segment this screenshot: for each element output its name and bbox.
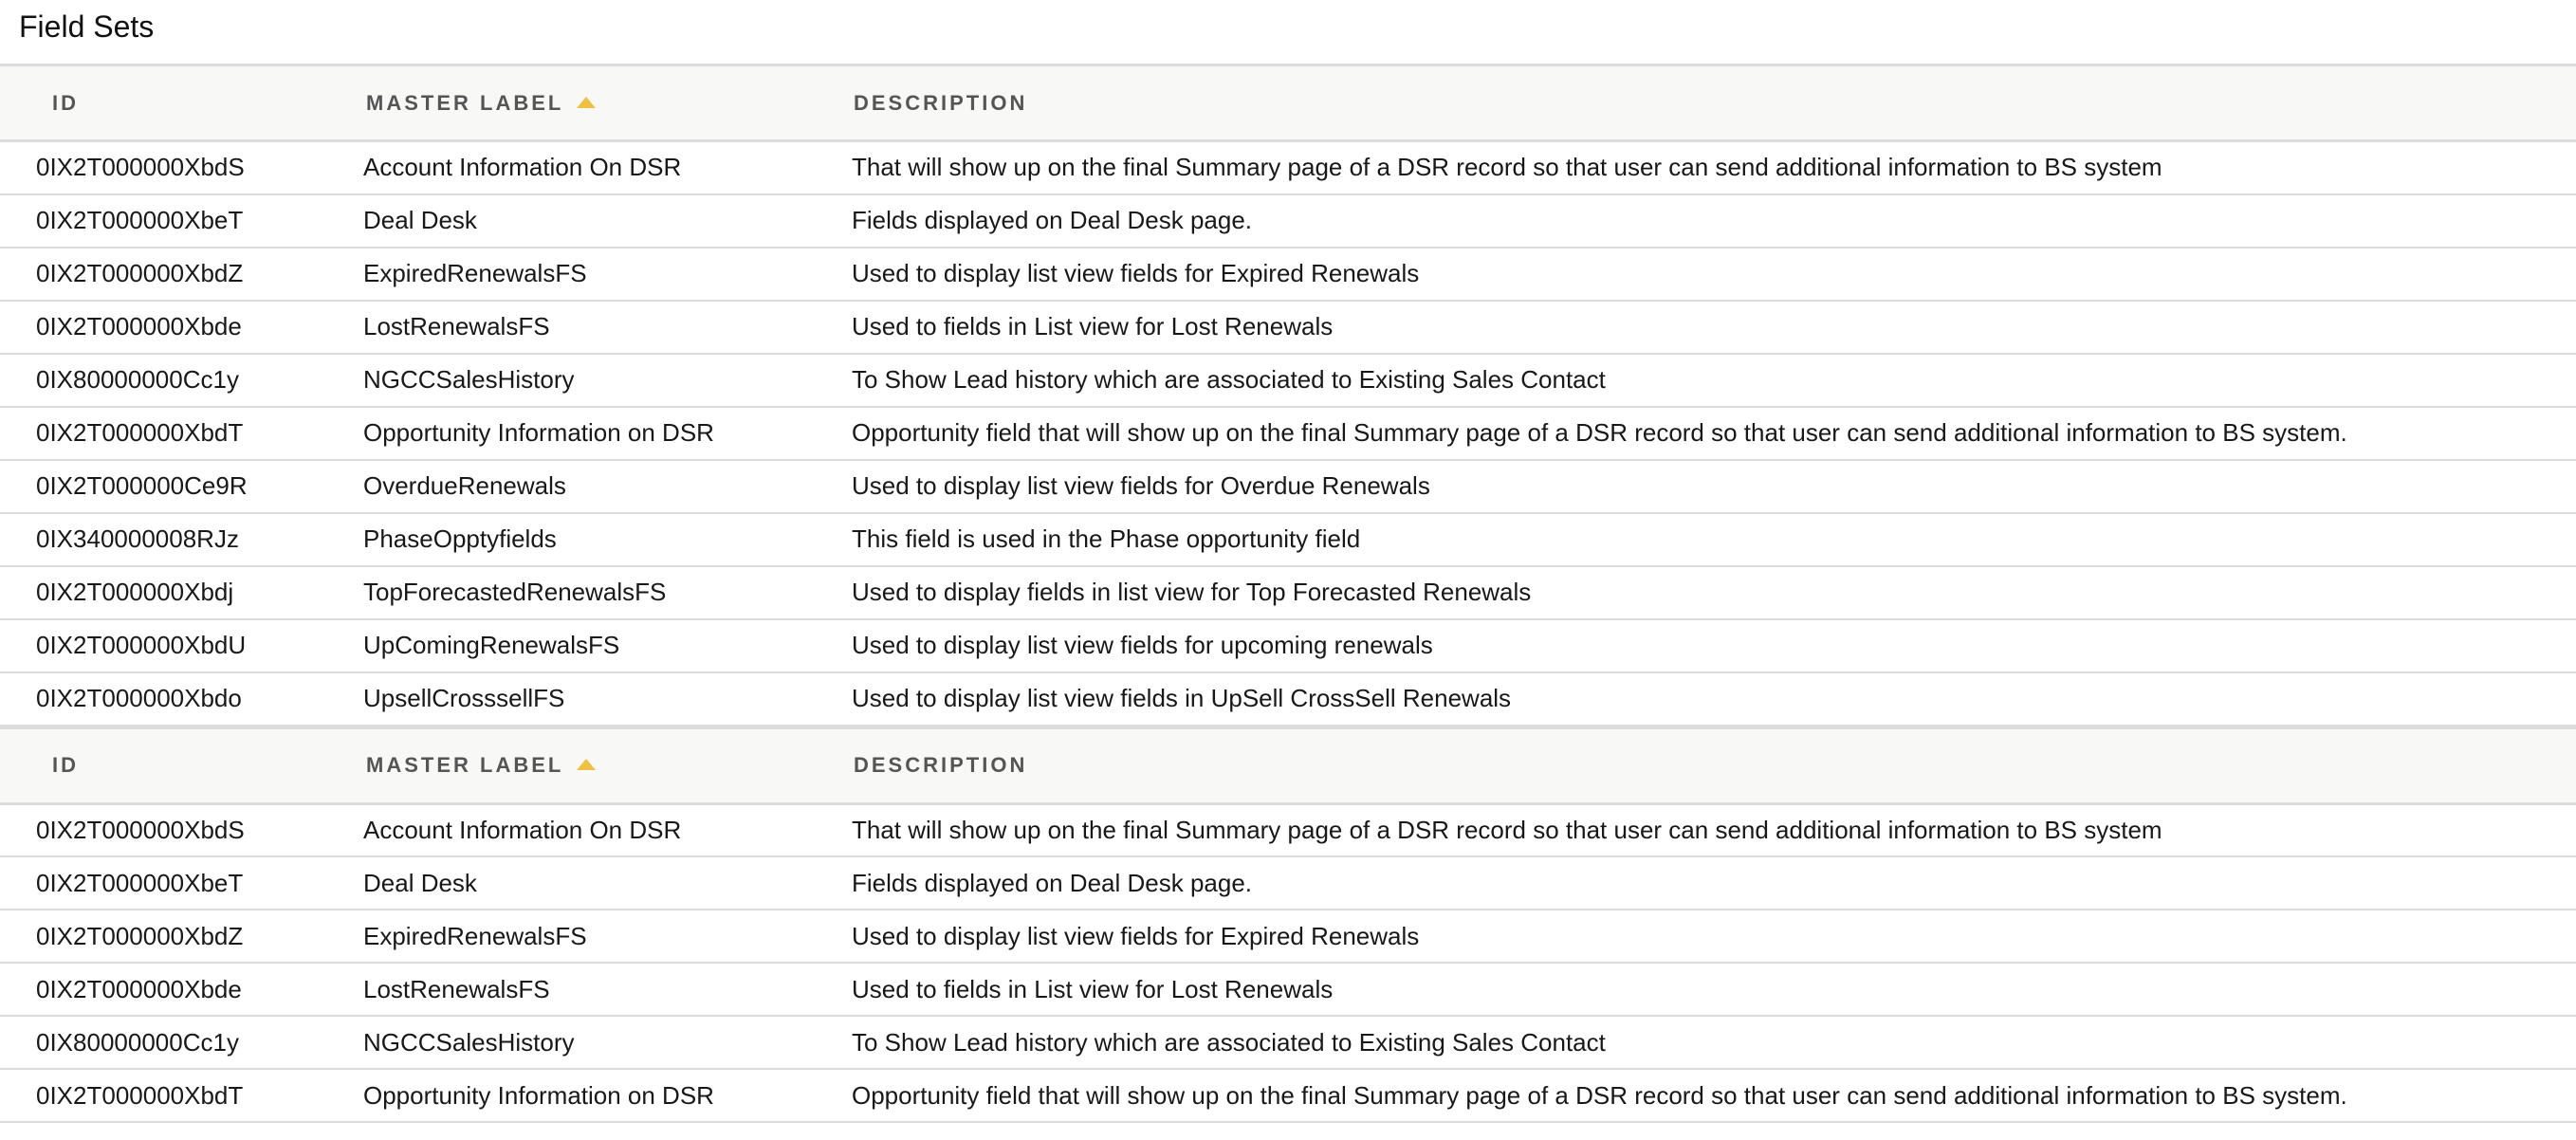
cell-id: 0IX2T000000Xbde xyxy=(36,974,242,1003)
field-sets-tables xyxy=(0,64,2576,1123)
cell-master-label[interactable]: TopForecastedRenewalsFS xyxy=(363,578,667,606)
table-row[interactable] xyxy=(0,672,2576,726)
cell-description: Used to display fields in list view for Top Forecasted Renewals xyxy=(852,578,1532,606)
cell-id: 0IX2T000000XbdZ xyxy=(36,921,244,950)
cell-id: 0IX340000008RJz xyxy=(36,524,239,553)
cell-id: 0IX2T000000Ce9R xyxy=(36,471,248,500)
cell-description: Used to fields in List view for Lost Renewals xyxy=(852,312,1334,340)
cell-master-label[interactable]: PhaseOpptyfields xyxy=(363,524,557,553)
cell-id: 0IX2T000000Xbdo xyxy=(36,684,242,712)
cell-description: Fields displayed on Deal Desk page. xyxy=(852,868,1253,897)
table-row[interactable] xyxy=(0,803,2576,856)
cell-id: 0IX2T000000Xbdj xyxy=(36,578,234,606)
cell-description: Opportunity field that will show up on the final Summary page of a DSR record so that user can send additional information to BS system. xyxy=(852,1080,2347,1110)
cell-master-label[interactable]: Account Information On DSR xyxy=(363,153,682,182)
table-row[interactable] xyxy=(0,407,2576,460)
column-header-id[interactable]: ID xyxy=(52,90,79,115)
table-row[interactable] xyxy=(0,910,2576,963)
sort-ascending-icon[interactable] xyxy=(577,759,596,770)
cell-master-label[interactable]: NGCCSalesHistory xyxy=(363,365,575,394)
table-row[interactable] xyxy=(0,856,2576,910)
cell-master-label[interactable]: Deal Desk xyxy=(363,868,477,897)
cell-id: 0IX2T000000XbdU xyxy=(36,631,247,659)
table-row[interactable] xyxy=(0,301,2576,354)
page-title: Field Sets xyxy=(19,9,155,44)
cell-master-label[interactable]: NGCCSalesHistory xyxy=(363,1027,575,1057)
cell-id: 0IX2T000000XbdS xyxy=(36,153,245,182)
cell-description: Used to display list view fields in UpSell CrossSell Renewals xyxy=(852,684,1512,712)
column-header-description[interactable]: DESCRIPTION xyxy=(854,90,1028,115)
cell-master-label[interactable]: LostRenewalsFS xyxy=(363,312,550,340)
table-header-row xyxy=(0,727,2576,803)
cell-description: Used to display list view fields for upcoming renewals xyxy=(852,631,1433,659)
cell-description: Fields displayed on Deal Desk page. xyxy=(852,206,1253,234)
cell-id: 0IX2T000000XbdS xyxy=(36,815,245,844)
cell-master-label[interactable]: Opportunity Information on DSR xyxy=(363,1080,714,1110)
field-sets-table xyxy=(0,64,2576,726)
cell-master-label[interactable]: LostRenewalsFS xyxy=(363,974,550,1003)
cell-master-label[interactable]: ExpiredRenewalsFS xyxy=(363,921,587,950)
table-row[interactable] xyxy=(0,1069,2576,1122)
cell-master-label[interactable]: Deal Desk xyxy=(363,206,477,234)
table-row[interactable] xyxy=(0,354,2576,407)
cell-description: To Show Lead history which are associated to Existing Sales Contact xyxy=(852,1027,1606,1057)
cell-description: That will show up on the final Summary page of a DSR record so that user can send additional information to BS system xyxy=(852,815,2162,844)
table-row[interactable] xyxy=(0,1016,2576,1069)
cell-id: 0IX2T000000XbeT xyxy=(36,206,244,234)
cell-master-label[interactable]: Account Information On DSR xyxy=(363,815,682,844)
cell-id: 0IX80000000Cc1y xyxy=(36,1027,239,1057)
table-row[interactable] xyxy=(0,963,2576,1016)
cell-id: 0IX80000000Cc1y xyxy=(36,365,239,394)
table-row[interactable] xyxy=(0,566,2576,619)
cell-description: Used to fields in List view for Lost Renewals xyxy=(852,974,1334,1003)
sort-ascending-icon[interactable] xyxy=(577,97,596,108)
cell-description: Used to display list view fields for Overdue Renewals xyxy=(852,471,1430,500)
cell-description: Used to display list view fields for Expired Renewals xyxy=(852,921,1420,950)
table-row[interactable] xyxy=(0,619,2576,672)
cell-master-label[interactable]: UpsellCrosssellFS xyxy=(363,684,565,712)
column-header-master-label[interactable]: MASTER LABEL xyxy=(363,65,852,141)
cell-description: This field is used in the Phase opportunity field xyxy=(852,524,1361,553)
cell-id: 0IX2T000000XbdT xyxy=(36,1080,244,1110)
table-row[interactable] xyxy=(0,141,2576,194)
cell-id: 0IX2T000000XbeT xyxy=(36,868,244,897)
table-row[interactable] xyxy=(0,460,2576,513)
cell-description: Used to display list view fields for Expired Renewals xyxy=(852,259,1420,287)
table-row[interactable] xyxy=(0,248,2576,301)
cell-master-label[interactable]: Opportunity Information on DSR xyxy=(363,418,714,447)
cell-description: That will show up on the final Summary page of a DSR record so that user can send additional information to BS system xyxy=(852,153,2162,182)
cell-id: 0IX2T000000XbdZ xyxy=(36,259,244,287)
cell-master-label[interactable]: ExpiredRenewalsFS xyxy=(363,259,587,287)
cell-description: To Show Lead history which are associated to Existing Sales Contact xyxy=(852,365,1606,394)
field-sets-table xyxy=(0,726,2576,1124)
column-header-id[interactable]: ID xyxy=(52,753,79,777)
cell-master-label[interactable]: OverdueRenewals xyxy=(363,471,566,500)
cell-id: 0IX2T000000Xbde xyxy=(36,312,242,340)
table-row[interactable] xyxy=(0,194,2576,248)
table-row[interactable] xyxy=(0,513,2576,566)
cell-id: 0IX2T000000XbdT xyxy=(36,418,244,447)
cell-master-label[interactable]: UpComingRenewalsFS xyxy=(363,631,620,659)
cell-description: Opportunity field that will show up on the final Summary page of a DSR record so that user can send additional information to BS system. xyxy=(852,418,2347,447)
table-header-row xyxy=(0,65,2576,141)
column-header-description[interactable]: DESCRIPTION xyxy=(854,753,1028,777)
column-header-master-label[interactable]: MASTER LABEL xyxy=(363,727,852,803)
